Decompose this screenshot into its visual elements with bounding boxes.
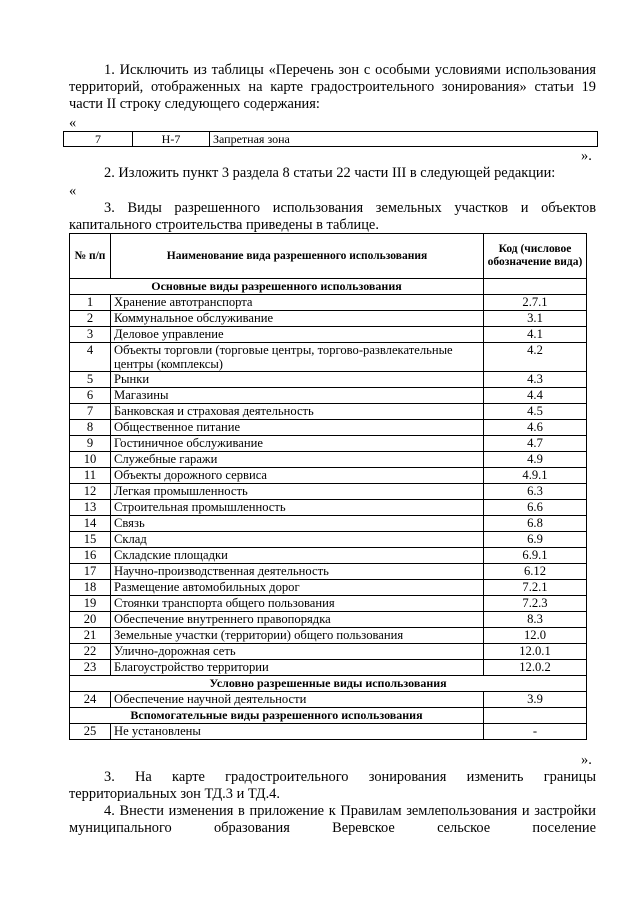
excluded-row-table xyxy=(63,131,598,147)
table-row xyxy=(70,327,587,343)
table-row xyxy=(70,692,587,708)
row-name: Хранение автотранспорта xyxy=(111,295,484,311)
quote-open-1: « xyxy=(69,115,77,131)
row-number: 24 xyxy=(70,692,111,708)
row-number: 14 xyxy=(70,516,111,532)
row-name: Легкая промышленность xyxy=(111,484,484,500)
header-code: Код (числовое обозначение вида) xyxy=(484,234,587,279)
table-row xyxy=(70,311,587,327)
table-row xyxy=(70,724,587,740)
row-name: Рынки xyxy=(111,372,484,388)
table-row xyxy=(70,388,587,404)
row-number: 21 xyxy=(70,628,111,644)
row-name: Объекты торговли (торговые центры, торгово-развлекательные центры (комплексы) xyxy=(111,343,484,372)
table-row xyxy=(70,532,587,548)
row-code: 4.1 xyxy=(484,327,587,343)
row-code: 4.5 xyxy=(484,404,587,420)
section-main-row xyxy=(70,279,587,295)
row-name: Банковская и страховая деятельность xyxy=(111,404,484,420)
table-row xyxy=(70,596,587,612)
table-row xyxy=(70,628,587,644)
main-rows xyxy=(70,295,587,676)
row-name: Объекты дорожного сервиса xyxy=(111,468,484,484)
row-number: 16 xyxy=(70,548,111,564)
cell-name: Запретная зона xyxy=(210,132,598,147)
table-row xyxy=(70,548,587,564)
table-row xyxy=(70,612,587,628)
row-code: 2.7.1 xyxy=(484,295,587,311)
row-code: - xyxy=(484,724,587,740)
row-code: 6.9.1 xyxy=(484,548,587,564)
row-name: Улично-дорожная сеть xyxy=(111,644,484,660)
row-code: 6.3 xyxy=(484,484,587,500)
row-number: 5 xyxy=(70,372,111,388)
section-aux-title: Вспомогательные виды разрешенного использования xyxy=(70,708,484,724)
row-code: 4.4 xyxy=(484,388,587,404)
row-code: 4.9 xyxy=(484,452,587,468)
header-name: Наименование вида разрешенного использования xyxy=(111,234,484,279)
row-code: 6.6 xyxy=(484,500,587,516)
row-number: 18 xyxy=(70,580,111,596)
row-number: 11 xyxy=(70,468,111,484)
row-code: 3.1 xyxy=(484,311,587,327)
aux-rows xyxy=(70,724,587,740)
table-row xyxy=(70,436,587,452)
paragraph-4: 3. На карте градостроительного зонирования изменить границы территориальных зон ТД.3 и ТД.4. xyxy=(69,769,596,802)
row-name: Размещение автомобильных дорог xyxy=(111,580,484,596)
row-number: 10 xyxy=(70,452,111,468)
row-name: Складские площадки xyxy=(111,548,484,564)
paragraph-3: 3. Виды разрешенного использования земельных участков и объектов капитального строительства приведены в таблице. xyxy=(69,200,596,233)
row-number: 22 xyxy=(70,644,111,660)
row-name: Магазины xyxy=(111,388,484,404)
row-number: 20 xyxy=(70,612,111,628)
row-code: 4.9.1 xyxy=(484,468,587,484)
row-number: 1 xyxy=(70,295,111,311)
row-number: 15 xyxy=(70,532,111,548)
table-header-row xyxy=(70,234,587,279)
row-name: Общественное питание xyxy=(111,420,484,436)
row-name: Земельные участки (территории) общего пользования xyxy=(111,628,484,644)
row-number: 17 xyxy=(70,564,111,580)
row-code: 6.12 xyxy=(484,564,587,580)
permitted-use-table xyxy=(69,233,587,740)
row-name: Связь xyxy=(111,516,484,532)
paragraph-2: 2. Изложить пункт 3 раздела 8 статьи 22 части III в следующей редакции: xyxy=(104,165,556,181)
cell-code: Н-7 xyxy=(133,132,210,147)
row-number: 13 xyxy=(70,500,111,516)
row-name: Научно-производственная деятельность xyxy=(111,564,484,580)
row-number: 3 xyxy=(70,327,111,343)
row-name: Стоянки транспорта общего пользования xyxy=(111,596,484,612)
table-row xyxy=(70,580,587,596)
row-number: 12 xyxy=(70,484,111,500)
cell-number: 7 xyxy=(64,132,133,147)
row-code: 4.3 xyxy=(484,372,587,388)
row-name: Строительная промышленность xyxy=(111,500,484,516)
table-row xyxy=(70,343,587,372)
table-row xyxy=(70,484,587,500)
section-aux-row xyxy=(70,708,587,724)
row-code: 12.0 xyxy=(484,628,587,644)
section-main-title: Основные виды разрешенного использования xyxy=(70,279,484,295)
row-code: 12.0.1 xyxy=(484,644,587,660)
row-name: Не установлены xyxy=(111,724,484,740)
row-code: 3.9 xyxy=(484,692,587,708)
row-code: 4.2 xyxy=(484,343,587,372)
row-name: Деловое управление xyxy=(111,327,484,343)
quote-close-2: ». xyxy=(581,752,592,768)
table-row xyxy=(70,564,587,580)
row-number: 4 xyxy=(70,343,111,372)
table-row xyxy=(70,516,587,532)
cond-rows xyxy=(70,692,587,708)
row-code: 6.9 xyxy=(484,532,587,548)
table-row xyxy=(70,295,587,311)
table-row xyxy=(70,468,587,484)
table-row xyxy=(70,404,587,420)
table-row xyxy=(70,420,587,436)
row-name: Гостиничное обслуживание xyxy=(111,436,484,452)
row-code: 6.8 xyxy=(484,516,587,532)
row-number: 19 xyxy=(70,596,111,612)
table-row xyxy=(64,132,598,147)
table-row xyxy=(70,644,587,660)
table-row xyxy=(70,372,587,388)
row-name: Обеспечение научной деятельности xyxy=(111,692,484,708)
table-row xyxy=(70,452,587,468)
row-number: 23 xyxy=(70,660,111,676)
row-code: 4.6 xyxy=(484,420,587,436)
row-name: Склад xyxy=(111,532,484,548)
row-code: 4.7 xyxy=(484,436,587,452)
section-cond-row xyxy=(70,676,587,692)
section-cond-title: Условно разрешенные виды использования xyxy=(70,676,587,692)
row-code: 7.2.1 xyxy=(484,580,587,596)
paragraph-5: 4. Внести изменения в приложение к Правилам землепользования и застройки муниципального образования Веревское сельское поселение xyxy=(69,803,596,836)
row-number: 7 xyxy=(70,404,111,420)
table-row xyxy=(70,660,587,676)
row-number: 8 xyxy=(70,420,111,436)
quote-close-1: ». xyxy=(581,148,592,164)
row-code: 7.2.3 xyxy=(484,596,587,612)
table-row xyxy=(70,500,587,516)
header-number: № п/п xyxy=(70,234,111,279)
row-number: 9 xyxy=(70,436,111,452)
row-number: 2 xyxy=(70,311,111,327)
row-number: 6 xyxy=(70,388,111,404)
row-name: Обеспечение внутреннего правопорядка xyxy=(111,612,484,628)
row-name: Служебные гаражи xyxy=(111,452,484,468)
row-code: 12.0.2 xyxy=(484,660,587,676)
row-name: Коммунальное обслуживание xyxy=(111,311,484,327)
row-code: 8.3 xyxy=(484,612,587,628)
row-name: Благоустройство территории xyxy=(111,660,484,676)
paragraph-1: 1. Исключить из таблицы «Перечень зон с особыми условиями использования территорий, отображенных на карте градостроительного зонирования» статьи 19 части II строку следующего содержания: xyxy=(69,62,596,112)
row-number: 25 xyxy=(70,724,111,740)
quote-open-2: « xyxy=(69,183,77,199)
